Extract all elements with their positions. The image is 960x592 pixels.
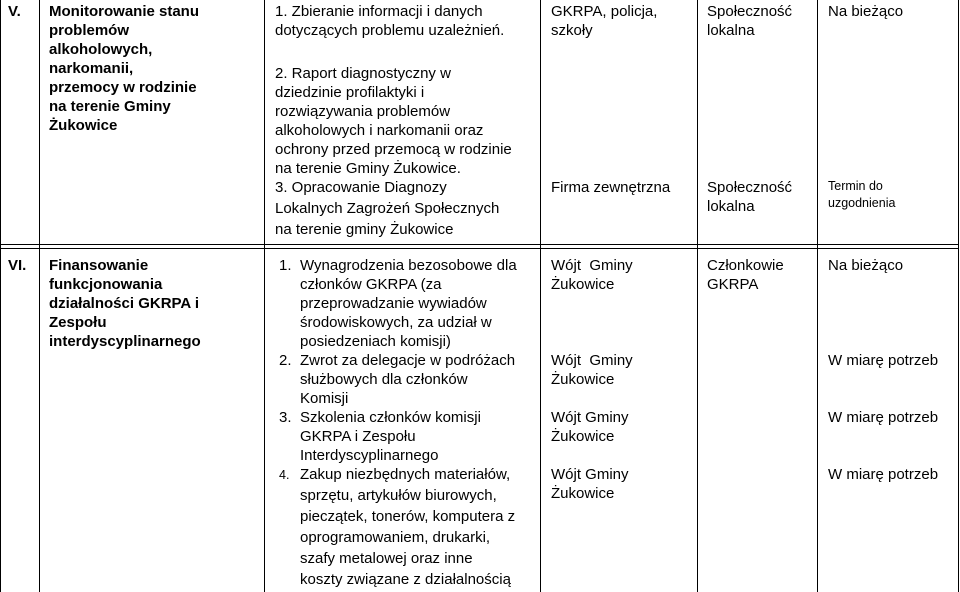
row-divider <box>0 244 959 245</box>
column-divider <box>817 0 818 592</box>
table-border-left <box>0 0 1 592</box>
row-number: VI. <box>8 257 27 274</box>
row-number: V. <box>8 3 21 20</box>
column-divider <box>697 0 698 592</box>
row-divider <box>0 248 959 249</box>
column-divider <box>264 0 265 592</box>
column-divider <box>540 0 541 592</box>
table-border-right <box>958 0 959 592</box>
column-divider <box>39 0 40 592</box>
